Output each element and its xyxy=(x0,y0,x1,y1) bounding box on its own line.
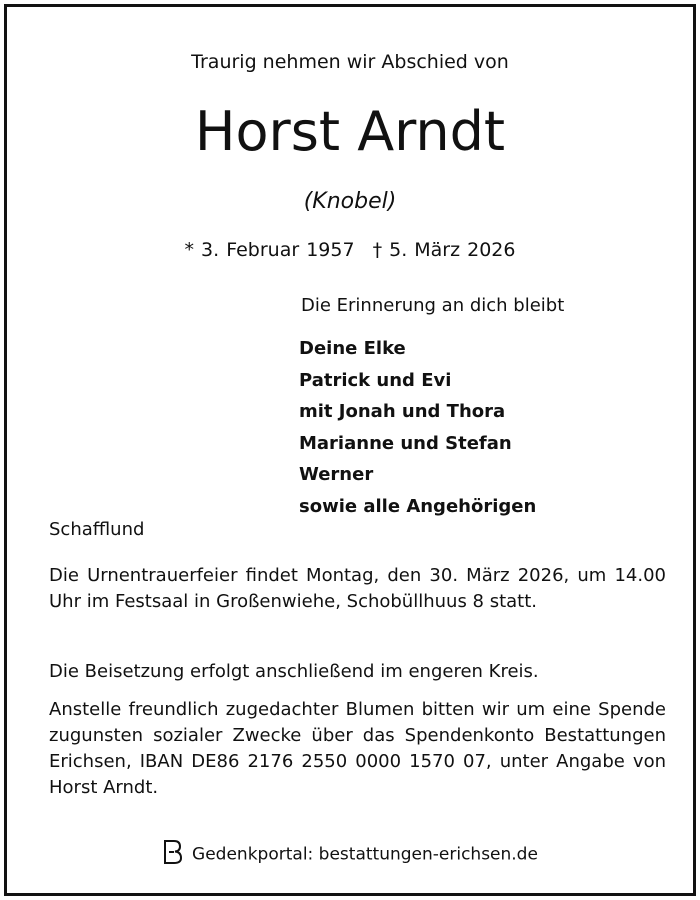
ceremony-paragraph: Die Urnentrauerfeier findet Montag, den 30. März 2026, um 14.00 Uhr im Festsaal in Großenwiehe, Schobüllhuus 8 statt. xyxy=(49,565,666,612)
funeral-home-logo-icon xyxy=(162,839,184,870)
footer xyxy=(7,839,693,870)
memorial-portal-link[interactable]: Gedenkportal: bestattungen-erichsen.de xyxy=(192,844,538,865)
obituary-frame xyxy=(4,4,696,896)
nickname: (Knobel) xyxy=(303,189,397,214)
place-name: Schafflund xyxy=(49,519,145,540)
burial-paragraph: Die Beisetzung erfolgt anschließend im engeren Kreis. xyxy=(49,661,539,682)
intro-line: Traurig nehmen wir Abschied von xyxy=(191,51,509,73)
life-dates xyxy=(7,239,693,261)
remembrance-line: Die Erinnerung an dich bleibt xyxy=(301,295,565,316)
mourner-item: Patrick und Evi xyxy=(299,369,452,391)
mourners-list xyxy=(299,333,536,522)
mourner-item: Werner xyxy=(299,464,374,485)
mourner-item: Marianne und Stefan xyxy=(299,432,512,454)
mourner-item: sowie alle Angehörigen xyxy=(299,495,537,517)
mourner-item: mit Jonah und Thora xyxy=(299,401,506,422)
death-date: † 5. März 2026 xyxy=(372,239,516,261)
mourner-item: Deine Elke xyxy=(299,338,406,359)
deceased-name: Horst Arndt xyxy=(194,100,506,163)
birth-date: * 3. Februar 1957 xyxy=(184,239,355,261)
donation-paragraph: Anstelle freundlich zugedachter Blumen bitten wir um eine Spende zugunsten sozialer Zwecke über das Spendenkonto Bestattungen Erichsen, IBAN DE86 2176 2550 0000 1570 07, unter Angabe von Horst Arndt. xyxy=(49,699,666,798)
